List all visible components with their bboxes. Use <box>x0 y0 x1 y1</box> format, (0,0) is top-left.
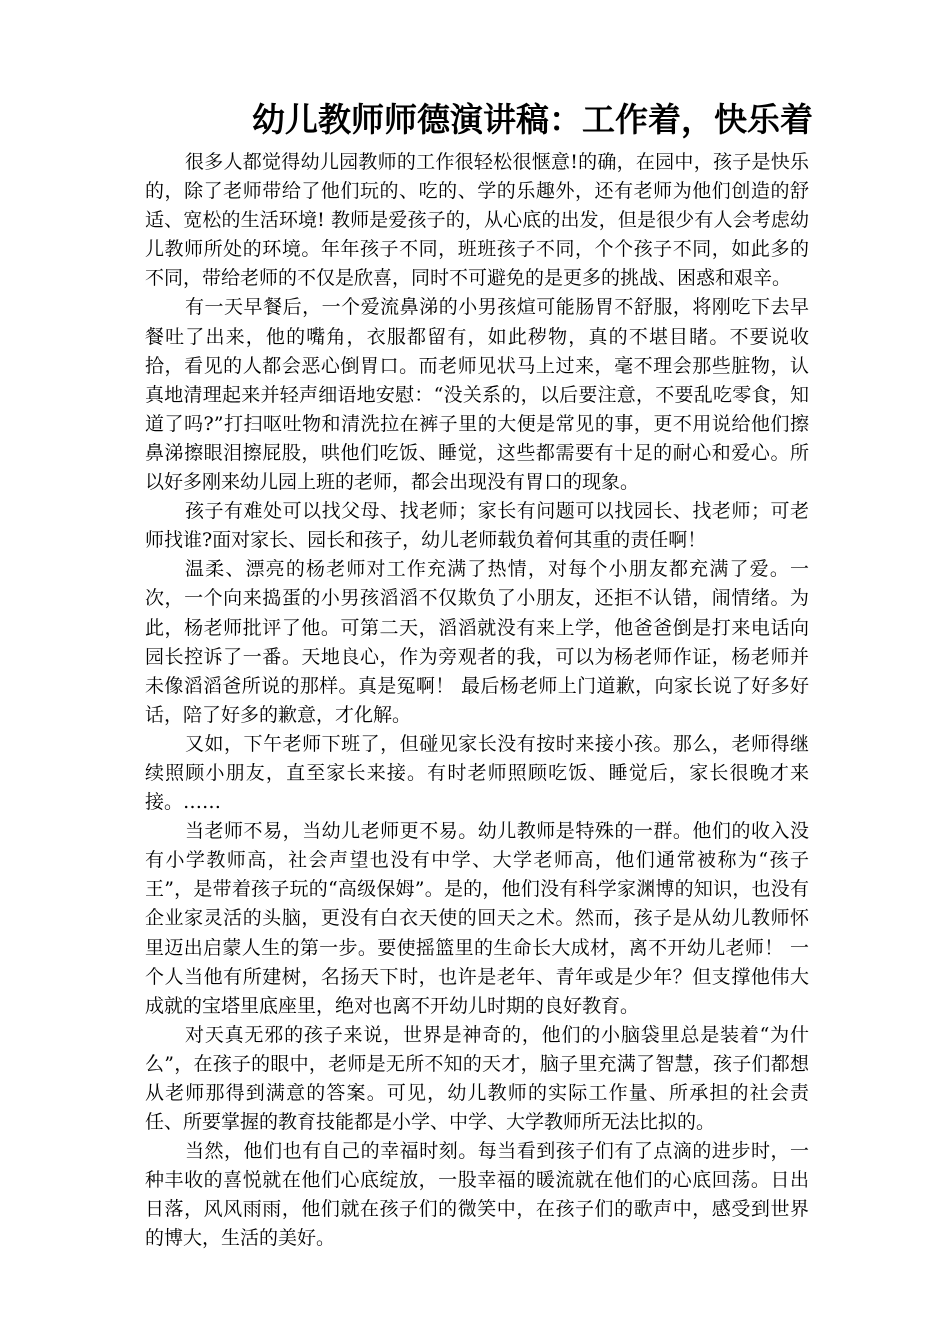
paragraph-6: 当老师不易，当幼儿老师更不易。幼儿教师是特殊的一群。他们的收入没有小学教师高，社会声望也没有中学、大学老师高，他们通常被称为“孩子王”，是带着孩子玩的“高级保姆”。是的，他们没有科学家渊博的知识，也没有企业家灵活的头脑，更没有白衣天使的回天之术。然而，孩子是从幼儿教师怀里迈出启蒙人生的第一步。要使摇篮里的生命长大成材，离不开幼儿老师！ 一个人当他有所建树，名扬天下时，也许是老年、青年或是少年？但支撑他伟大成就的宝塔里底座里，绝对也离不开幼儿时期的良好教育。 <box>145 820 809 1017</box>
document-body <box>145 148 809 1254</box>
paragraph-2: 有一天早餐后，一个爱流鼻涕的小男孩煊可能肠胃不舒服，将刚吃下去早餐吐了出来，他的嘴角，衣服都留有，如此秽物，真的不堪目睹。不要说收拾，看见的人都会恶心倒胃口。而老师见状马上过来，毫不理会那些脏物，认真地清理起来并轻声细语地安慰：“没关系的，以后要注意，不要乱吃零食，知道了吗?”打扫呕吐物和清洗拉在裤子里的大便是常见的事，更不用说给他们擦鼻涕擦眼泪擦屁股，哄他们吃饭、睡觉，这些都需要有十足的耐心和爱心。所以好多刚来幼儿园上班的老师，都会出现没有胃口的现象。 <box>145 296 809 494</box>
paragraph-3: 孩子有难处可以找父母、找老师；家长有问题可以找园长、找老师；可老师找谁?面对家长、园长和孩子，幼儿老师载负着何其重的责任啊！ <box>145 500 809 552</box>
paragraph-4: 温柔、漂亮的杨老师对工作充满了热情，对每个小朋友都充满了爱。一次，一个向来捣蛋的小男孩滔滔不仅欺负了小朋友，还拒不认错，闹情绪。为此，杨老师批评了他。可第二天，滔滔就没有来上学，他爸爸倒是打来电话向园长控诉了一番。天地良心，作为旁观者的我，可以为杨老师作证，杨老师并未像滔滔爸所说的那样。真是冤啊！ 最后杨老师上门道歉，向家长说了好多好话，陪了好多的歉意，才化解。 <box>145 558 809 726</box>
paragraph-5: 又如，下午老师下班了，但碰见家长没有按时来接小孩。那么，老师得继续照顾小朋友，直至家长来接。有时老师照顾吃饭、睡觉后，家长很晚才来接。…… <box>145 732 809 814</box>
paragraph-7: 对天真无邪的孩子来说，世界是神奇的，他们的小脑袋里总是装着“为什么”，在孩子的眼中，老师是无所不知的天才，脑子里充满了智慧，孩子们都想从老师那得到满意的答案。可见，幼儿教师的实际工作量、所承担的社会责任、所要掌握的教育技能都是小学、中学、大学教师所无法比拟的。 <box>145 1023 809 1134</box>
paragraph-8: 当然，他们也有自己的幸福时刻。每当看到孩子们有了点滴的进步时，一种丰收的喜悦就在他们心底绽放，一股幸福的暖流就在他们的心底回荡。日出日落，风风雨雨，他们就在孩子们的微笑中，在孩子们的歌声中，感受到世界的博大，生活的美好。 <box>145 1140 809 1250</box>
paragraph-1: 很多人都觉得幼儿园教师的工作很轻松很惬意!的确，在园中，孩子是快乐的，除了老师带给了他们玩的、吃的、学的乐趣外，还有老师为他们创造的舒适、宽松的生活环境! 教师是爱孩子的，从心底的出发，但是很少有人会考虑幼儿教师所处的环境。年年孩子不同，班班孩子不同，个个孩子不同，如此多的不同，带给老师的不仅是欣喜，同时不可避免的是更多的挑战、困惑和艰辛。 <box>145 151 809 290</box>
document-title: 幼儿教师师德演讲稿：工作着，快乐着 <box>252 100 813 139</box>
